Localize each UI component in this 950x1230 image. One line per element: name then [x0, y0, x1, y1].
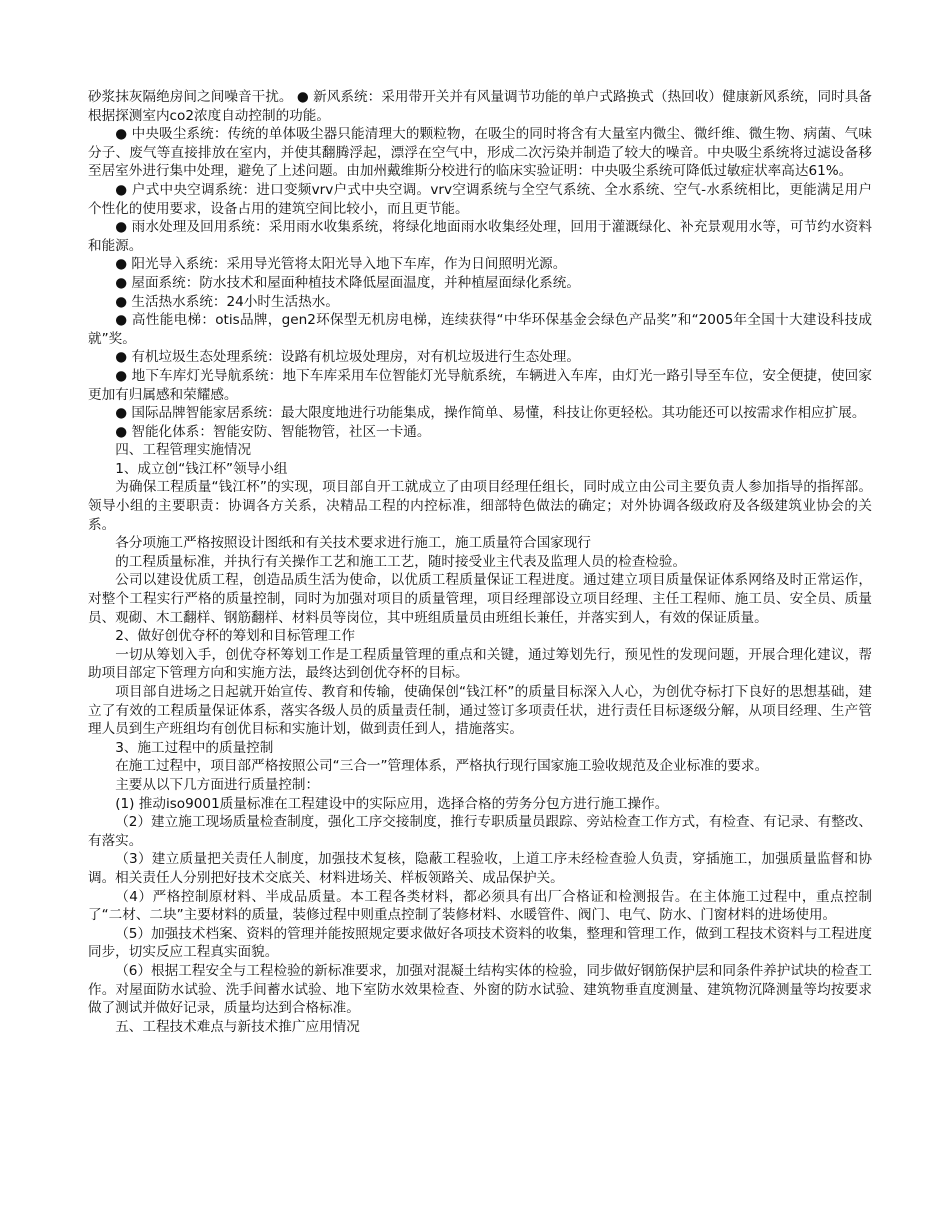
paragraph-control-aspects: 主要从以下几方面进行质量控制： [115, 776, 320, 793]
paragraph-item-1: (1) 推动iso9001质量标准在工程建设中的实际应用，选择合格的劳务分包方进行施工操作。 [115, 795, 669, 812]
section-heading-4: 四、工程管理实施情况 [115, 442, 252, 459]
paragraph-garbage-system: ● 有机垃圾生态处理系统：设路有机垃圾处理房，对有机垃圾进行生态处理。 [115, 349, 580, 366]
subheading-3: 3、施工过程中的质量控制 [115, 739, 274, 756]
paragraph-rainwater-system: ● 雨水处理及回用系统：采用雨水收集系统，将绿化地面雨水收集经处理，回用于灌溉绿化、补充景观用水等，可节约水资料和能源。 [88, 219, 872, 254]
subheading-2: 2、做好创优夺杯的筹划和目标管理工作 [115, 628, 355, 645]
paragraph-planning: 一切从筹划入手，创优夺杯筹划工作是工程质量管理的重点和关键，通过筹划先行，预见性的发现问题，开展合理化建议，帮助项目部定下管理方向和实施方法，最终达到创优夺杯的目标。 [88, 646, 872, 682]
section-heading-5: 五、工程技术难点与新技术推广应用情况 [115, 1018, 360, 1035]
paragraph-garage-navigation: ● 地下车库灯光导航系统：地下车库采用车位智能灯光导航系统，车辆进入车库，由灯光一路引导至车位，安全便捷，使回家更加有归属感和荣耀感。 [88, 367, 872, 403]
paragraph-process-control: 在施工过程中，项目部严格按照公司“三合一”管理体系，严格执行现行国家施工验收规范及企业标准的要求。 [115, 758, 769, 775]
subheading-1: 1、成立创“钱江杯”领导小组 [115, 460, 288, 477]
paragraph-item-2: （2）建立施工现场质量检查制度，强化工序交接制度，推行专职质量员跟踪、旁站检查工作方式，有检查、有记录、有整改、有落实。 [88, 814, 872, 849]
paragraph-smart-home: ● 国际品牌智能家居系统：最大限度地进行功能集成，操作简单、易懂，科技让你更轻松。其功能还可以按需求作相应扩展。 [115, 405, 866, 422]
paragraph-sunlight-system: ● 阳光导入系统：采用导光管将太阳光导入地下车库，作为日间照明光源。 [115, 256, 567, 273]
paragraph-fresh-air-system: 砂浆抹灰隔绝房间之间噪音干扰。 ● 新风系统：采用带开关并有风量调节功能的单户式路换式（热回收）健康新风系统，同时具备根据探测室内co2浓度自动控制的功能。 [88, 89, 872, 124]
paragraph-target-management: 项目部自进场之日起就开始宣传、教育和传输，使确保创“钱江杯”的质量目标深入人心，为创优夺标打下良好的思想基础，建立了有效的工程质量保证体系，落实各级人员的质量责任制，通过签订多项责任状，进行责任目标逐级分解，从项目经理、生产管理人员到生产班组均有创优目标和实施计划，做到责任到人，措施落实。 [88, 684, 872, 738]
paragraph-central-vacuum-system: ● 中央吸尘系统：传统的单体吸尘器只能清理大的颗粒物，在吸尘的同时将含有大量室内微尘、微纤维、微生物、病菌、气味分子、废气等直接排放在室内，并使其翻腾浮起，漂浮在空气中，形成二次污染并制造了较大的噪音。中央吸尘系统将过滤设备移至居室外进行集中处理，避免了上述问题。由加州戴维斯分校进行的临床实验证明：中央吸尘系统可降低过敏症状率高达61%。 [88, 126, 872, 180]
paragraph-intelligent-system: ● 智能化体系：智能安防、智能物管，社区一卡通。 [115, 423, 431, 440]
paragraph-construction-standard: 各分项施工严格按照设计图纸和有关技术要求进行施工，施工质量符合国家现行 [115, 535, 591, 552]
paragraph-item-5: （5）加强技术档案、资料的管理并能按照规定要求做好各项技术资料的收集，整理和管理工作，做到工程技术资料与工程进度同步，切实反应工程真实面貌。 [88, 925, 872, 961]
paragraph-construction-standard-cont: 的工程质量标准，并执行有关操作工艺和施工工艺，随时接受业主代表及监理人员的检查检验。 [115, 553, 687, 570]
paragraph-elevator: ● 高性能电梯：otis品牌，gen2环保型无机房电梯，连续获得“中华环保基金会绿色产品奖”和“2005年全国十大建设科技成就”奖。 [88, 312, 872, 347]
paragraph-central-ac-system: ● 户式中央空调系统：进口变频vrv户式中央空调。vrv空调系统与全空气系统、全水系统、空气-水系统相比，更能满足用户个性化的使用要求，设备占用的建筑空间比较小，而且更节能。 [88, 181, 872, 217]
paragraph-quality-system: 公司以建设优质工程，创造品质生活为使命，以优质工程质量保证工程进度。通过建立项目质量保证体系网络及时正常运作，对整个工程实行严格的质量控制，同时为加强对项目的质量管理，项目经理部设立项目经理、主任工程师、施工员、安全员、质量员、观砌、木工翻样、钢筋翻样、材料员等岗位，其中班组质量员由班组长兼任，并落实到人，有效的保证质量。 [88, 572, 872, 626]
paragraph-item-6: （6）根据工程安全与工程检验的新标准要求，加强对混凝土结构实体的检验，同步做好钢筋保护层和同条件养护试块的检查工作。对屋面防水试验、洗手间蓄水试验、地下室防水效果检查、外窗的防水试验、建筑物垂直度测量、建筑物沉降测量等均按要求做了测试并做好记录，质量均达到合格标准。 [88, 962, 872, 1017]
paragraph-roof-system: ● 屋面系统：防水技术和屋面种植技术降低屋面温度，并种植屋面绿化系统。 [115, 274, 580, 291]
paragraph-item-4: （4）严格控制原材料、半成品质量。本工程各类材料，都必须具有出厂合格证和检测报告。在主体施工过程中，重点控制了“二材、二块”主要材料的质量，装修过程中则重点控制了装修材料、水暖管件、阀门、电气、防水、门窗材料的进场使用。 [88, 888, 872, 924]
paragraph-item-3: （3）建立质量把关责任人制度，加强技术复核，隐蔽工程验收，上道工序未经检查验人负责，穿插施工，加强质量监督和协调。相关责任人分别把好技术交底关、材料进场关、样板领路关、成品保护关。 [88, 851, 872, 886]
paragraph-leadership-group: 为确保工程质量“钱江杯”的实现，项目部自开工就成立了由项目经理任组长，同时成立由公司主要负责人参加指导的指挥部。领导小组的主要职责：协调各方关系，决精品工程的内控标准，细部特色做法的确定；对外协调各级政府及各级建筑业协会的关系。 [88, 479, 872, 533]
paragraph-hot-water-system: ● 生活热水系统：24小时生活热水。 [115, 293, 339, 310]
